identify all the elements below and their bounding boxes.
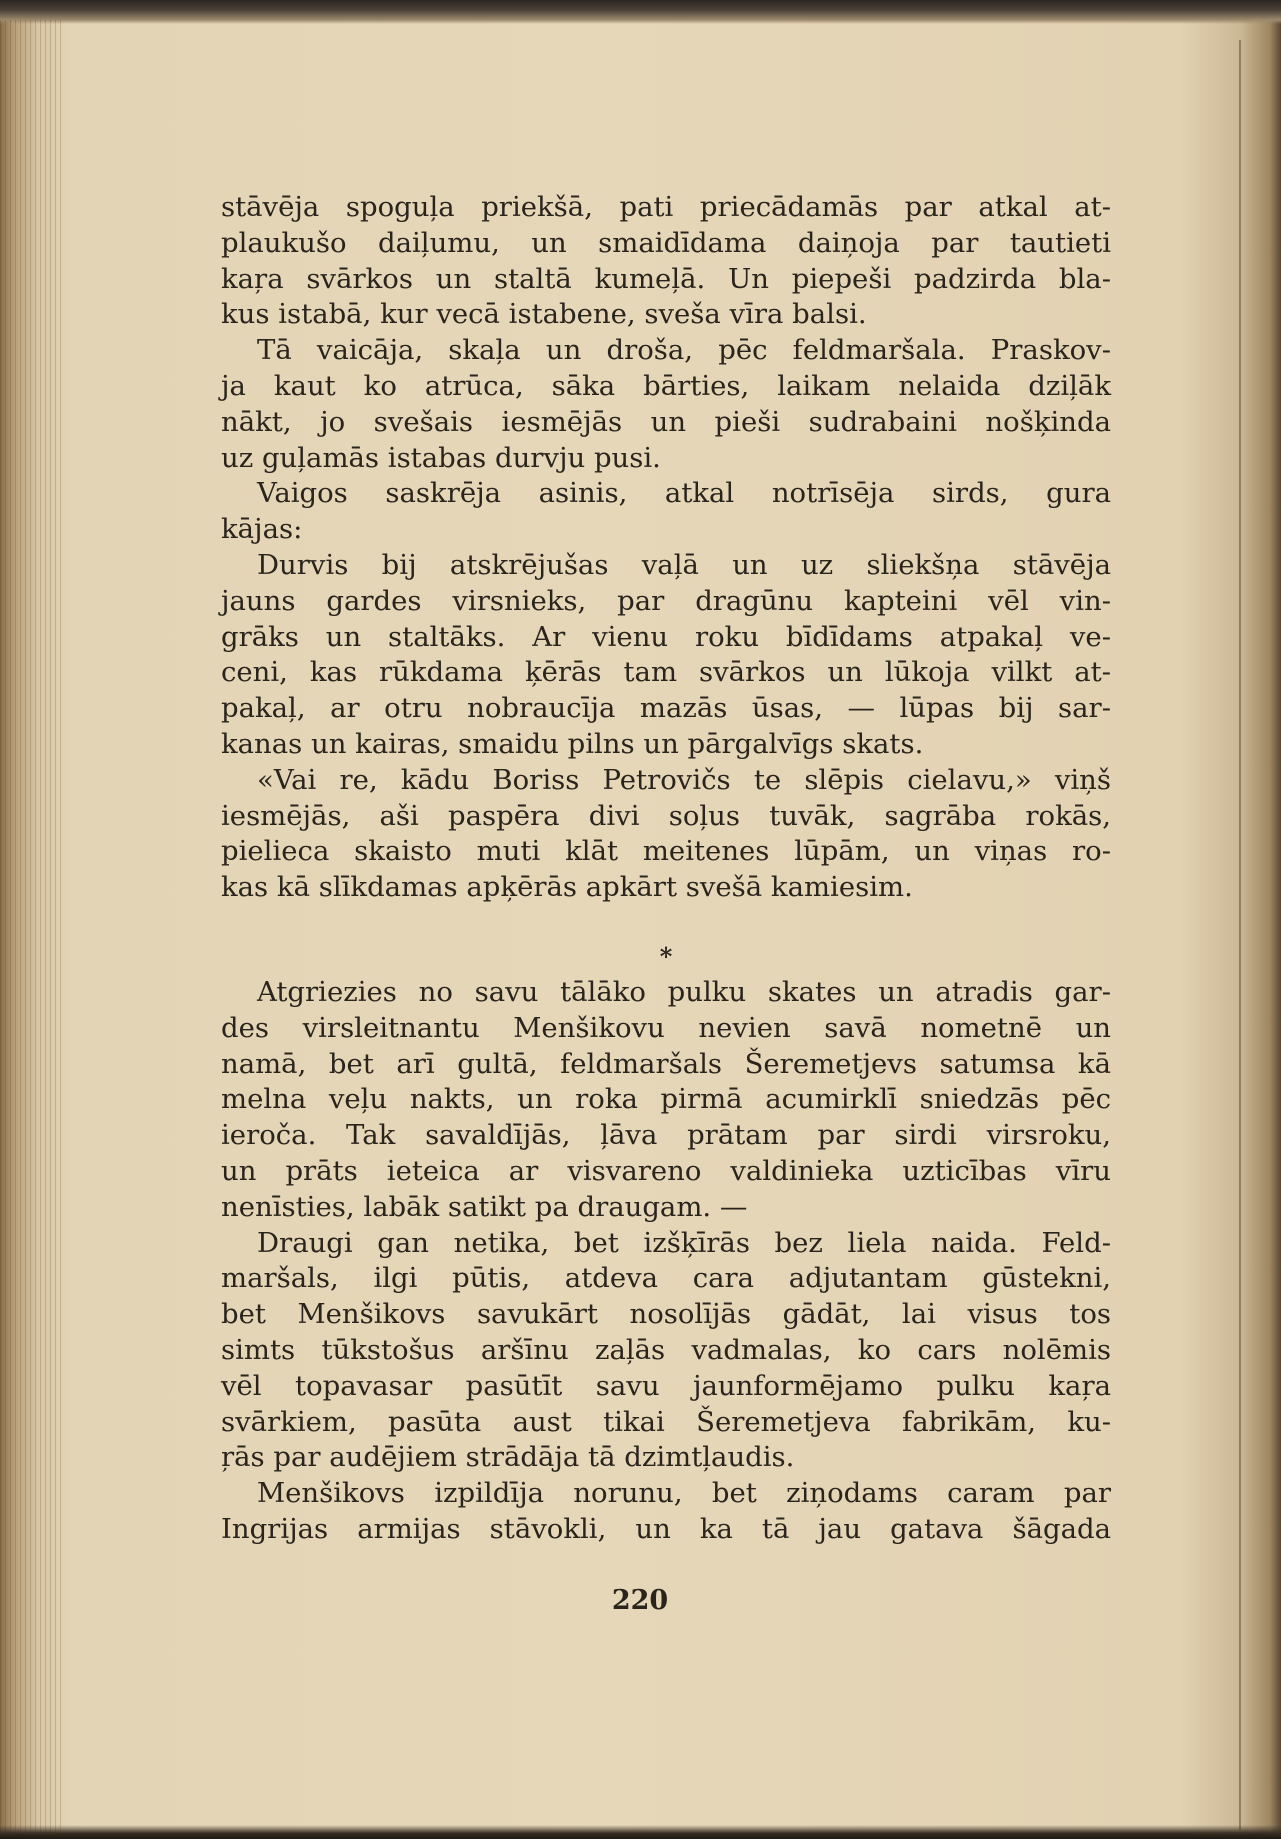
text-line: Tā vaicāja, skaļa un droša, pēc feldmaršala. Praskov- bbox=[257, 334, 1111, 367]
text-line: uz guļamās istabas durvju pusi. bbox=[221, 441, 661, 474]
text-line: Menšikovs izpildīja norunu, bet ziņodams caram par bbox=[257, 1477, 1111, 1510]
text-line: iesmējās, aši paspēra divi soļus tuvāk, sagrāba rokās, bbox=[221, 799, 1111, 832]
page-number: 220 bbox=[611, 1585, 669, 1616]
body-text-top bbox=[221, 190, 1111, 906]
text-line: stāvēja spoguļa priekšā, pati priecādamās par atkal at- bbox=[221, 191, 1111, 223]
text-line: un prāts ieteica ar visvareno valdinieka uzticības vīru bbox=[221, 1154, 1111, 1187]
text-line: plaukušo daiļumu, un smaidīdama daiņoja par tautieti bbox=[221, 226, 1111, 259]
text-line: pakaļ, ar otru nobraucīja mazās ūsas, — lūpas bij sar- bbox=[221, 692, 1111, 725]
text-line: bet Menšikovs savukārt nosolījās gādāt, lai visus tos bbox=[221, 1298, 1111, 1331]
text-line: svārkiem, pasūta aust tikai Šeremetjeva fabrikām, ku- bbox=[221, 1405, 1111, 1438]
page-stack-edge bbox=[0, 20, 64, 1839]
text-line: melna veļu nakts, un roka pirmā acumirklī sniedzās pēc bbox=[221, 1083, 1111, 1116]
text-line: kus istabā, kur vecā istabene, sveša vīra balsi. bbox=[221, 298, 867, 331]
text-line: grāks un staltāks. Ar vienu roku bīdīdams atpakaļ ve- bbox=[221, 620, 1111, 653]
text-line: kājas: bbox=[221, 513, 303, 546]
section-break-asterisk: * bbox=[659, 942, 673, 971]
text-line: ŗās par audējiem strādāja tā dzimtļaudis. bbox=[221, 1441, 795, 1474]
text-line: Vaigos saskrēja asinis, atkal notrīsēja sirds, gura bbox=[257, 477, 1111, 510]
text-line: Draugi gan netika, bet izšķīrās bez liela naida. Feld- bbox=[257, 1226, 1111, 1259]
text-line: jauns gardes virsnieks, par dragūnu kapteini vēl vin- bbox=[221, 584, 1111, 617]
text-line: pielieca skaisto muti klāt meitenes lūpām, un viņas ro- bbox=[221, 835, 1111, 868]
text-line: ceni, kas rūkdama ķērās tam svārkos un lūkoja vilkt at- bbox=[221, 656, 1111, 689]
text-line: ieroča. Tak savaldījās, ļāva prātam par sirdi virsroku, bbox=[221, 1119, 1111, 1152]
text-line: kanas un kairas, smaidu pilns un pārgalvīgs skats. bbox=[221, 727, 924, 760]
text-line: nākt, jo svešais iesmējās un pieši sudrabaini nošķinda bbox=[221, 405, 1111, 438]
text-line: ja kaut ko atrūca, sāka bārties, laikam nelaida dziļāk bbox=[221, 369, 1111, 402]
body-text-bottom bbox=[221, 975, 1111, 1548]
text-line: des virsleitnantu Menšikovu nevien savā nometnē un bbox=[221, 1011, 1111, 1044]
text-line: kaŗa svārkos un staltā kumeļā. Un piepeši padzirda bla- bbox=[221, 262, 1111, 295]
text-line: Ingrijas armijas stāvokli, un ka tā jau gatava šāgada bbox=[221, 1512, 1111, 1545]
page-top-edge bbox=[0, 0, 1281, 24]
text-line: Atgriezies no savu tālāko pulku skates un atradis gar- bbox=[257, 976, 1111, 1008]
text-line: nenīsties, labāk satikt pa draugam. — bbox=[221, 1190, 748, 1223]
text-line: simts tūkstošus aršīnu zaļās vadmalas, ko cars nolēmis bbox=[221, 1333, 1111, 1366]
text-line: maršals, ilgi pūtis, atdeva cara adjutantam gūstekni, bbox=[221, 1262, 1111, 1295]
text-line: namā, bet arī gultā, feldmaršals Šeremetjevs satumsa kā bbox=[221, 1047, 1111, 1080]
text-line: vēl topavasar pasūtīt savu jaunformējamo pulku kaŗa bbox=[221, 1369, 1111, 1402]
text-line: Durvis bij atskrējušas vaļā un uz sliekšņa stāvēja bbox=[257, 548, 1111, 581]
page-right-rule bbox=[1239, 40, 1241, 1830]
page-bottom-edge bbox=[0, 1825, 1281, 1839]
text-line: kas kā slīkdamas apķērās apkārt svešā kamiesim. bbox=[221, 871, 913, 904]
text-line: «Vai re, kādu Boriss Petrovičs te slēpis cielavu,» viņš bbox=[257, 763, 1111, 796]
